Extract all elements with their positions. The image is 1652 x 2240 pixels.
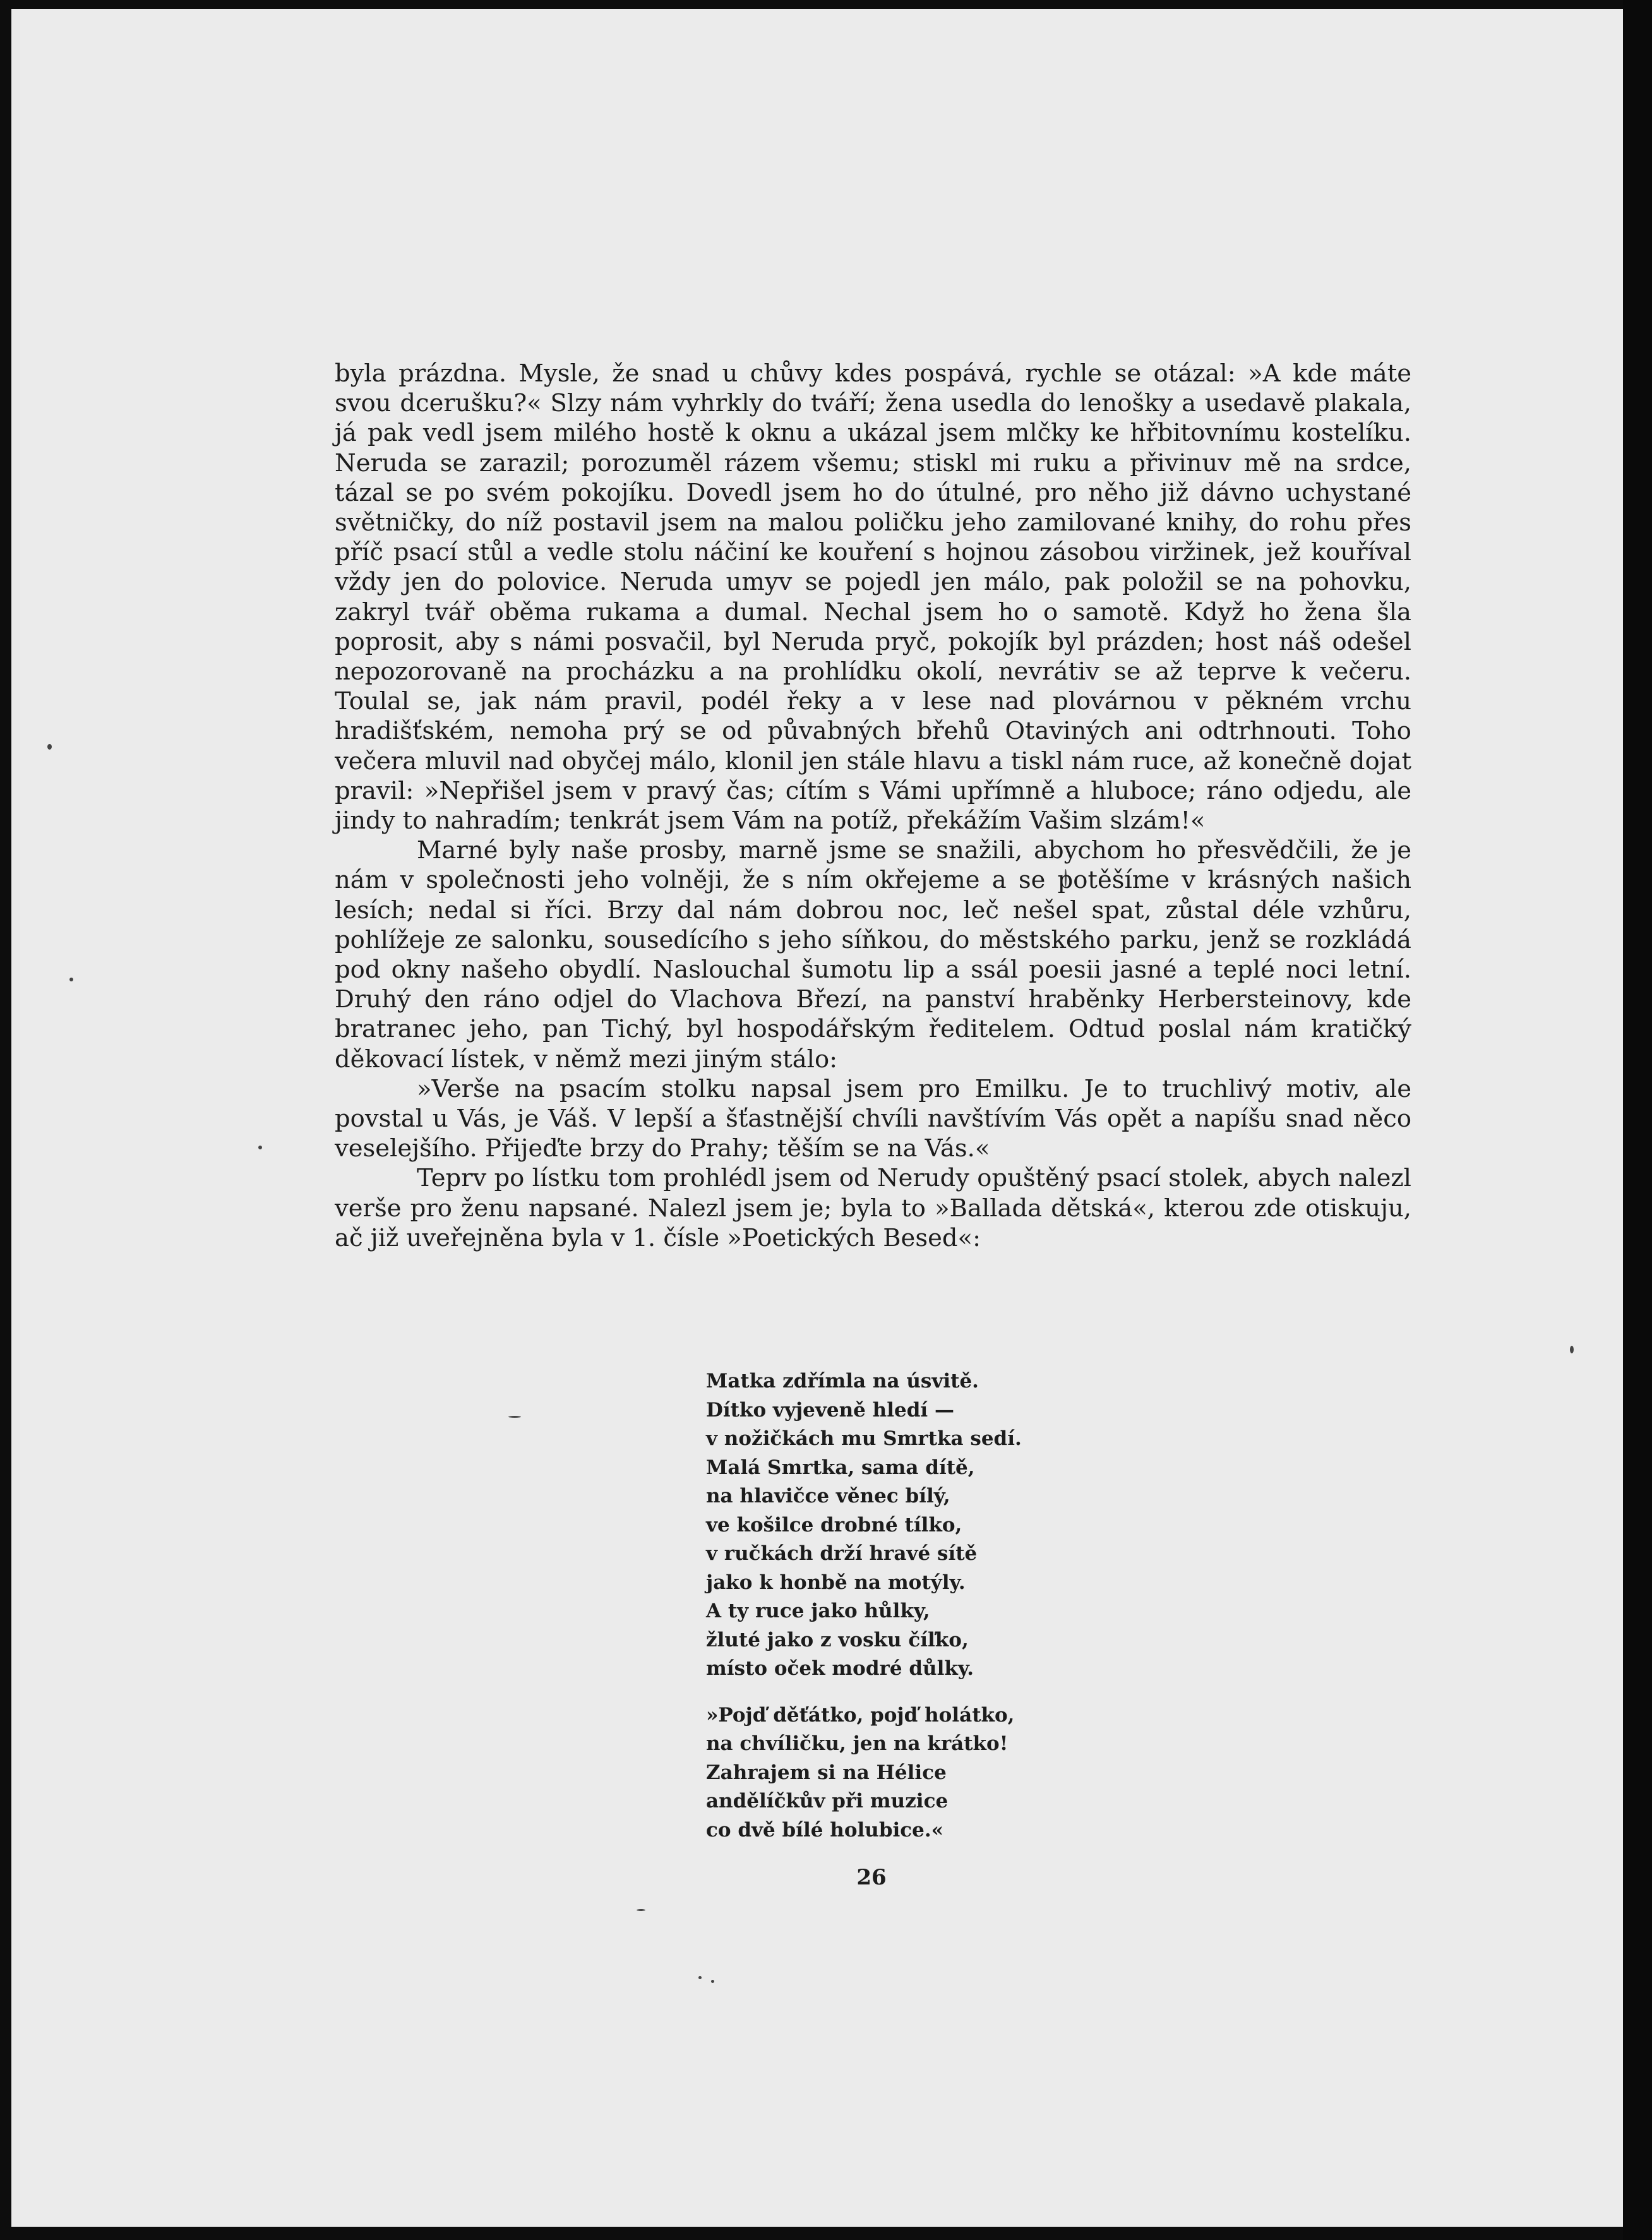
- poem-line: místo oček modré důlky.: [706, 1657, 974, 1680]
- poem-stanza: [706, 1367, 1022, 1684]
- poem-ballada-detska: [706, 1367, 1022, 1845]
- quoted-letter: »Verše na psacím stolku napsal jsem pro Emilku. Je to truchlivý motiv, ale povstal u Vás, je Váš. V lepší a šťastnější chvíli navštívím Vás opět a napíšu snad něco veselejšího. Přijeďte brzy do Prahy; těším se na Vás.«: [335, 1074, 1411, 1163]
- poem-line: »Pojď děťátko, pojď holátko,: [706, 1703, 1015, 1727]
- scan-border: [1623, 0, 1652, 2240]
- poem-line: ve košilce drobné tílko,: [706, 1513, 962, 1536]
- poem-line: Zahrajem si na Hélice: [706, 1761, 947, 1784]
- poem-line: na chvíličku, jen na krátko!: [706, 1732, 1009, 1755]
- poem-stanza: [706, 1701, 1022, 1845]
- poem-line: Dítko vyjeveně hledí —: [706, 1398, 954, 1422]
- poem-line: Malá Smrtka, sama dítě,: [706, 1456, 975, 1479]
- scan-speck: [698, 1976, 702, 1979]
- scan-speck: [69, 978, 73, 981]
- scan-speck: [1570, 1346, 1574, 1353]
- paragraph: Marné byly naše prosby, marně jsme se snažili, abychom ho přesvědčili, že je nám v společnosti jeho volněji, že s ním okřejeme a se potěšíme v krásných našich lesích; nedal si říci. Brzy dal nám dobrou noc, leč nešel spat, zůstal déle vzhůru, pohlížeje ze salonku, sousedícího s jeho síňkou, do městského parku, jenž se rozkládá pod okny našeho obydlí. Naslouchal šumotu lip a ssál poesii jasné a teplé noci letní. Druhý den ráno odjel do Vlachova Březí, na panství hraběnky Herbersteinovy, kde bratranec jeho, pan Tichý, byl hospodářským ředitelem. Odtud poslal nám kratičký děkovací lístek, v němž mezi jiným stálo:: [335, 836, 1411, 1074]
- poem-line: v nožičkách mu Smrtka sedí.: [706, 1427, 1022, 1450]
- poem-line: na hlavičce věnec bílý,: [706, 1485, 950, 1507]
- scan-speck: [637, 1909, 645, 1911]
- poem-line: v ručkách drží hravé sítě: [706, 1542, 978, 1565]
- body-text: [335, 359, 1411, 1253]
- scan-speck: [47, 744, 52, 750]
- poem-line: žluté jako z vosku číľko,: [706, 1628, 969, 1651]
- poem-line: Matka zdřímla na úsvitě.: [706, 1370, 979, 1393]
- poem-line: andělíčkův při muzice: [706, 1790, 949, 1812]
- paragraph: Teprv po lístku tom prohlédl jsem od Nerudy opuštěný psací stolek, abych nalezl verše pro ženu napsané. Nalezl jsem je; byla to »Ballada dětská«, kterou zde otiskuju, ač již uveřejněna byla v 1. čísle »Poetických Besed«:: [335, 1164, 1411, 1252]
- scan-speck: [258, 1146, 262, 1149]
- poem-line: A ty ruce jako hůlky,: [706, 1600, 930, 1622]
- poem-line: jako k honbě na motýly.: [706, 1571, 966, 1594]
- scan-speck: [711, 1980, 714, 1983]
- scan-speck: [508, 1416, 521, 1418]
- page-number: 26: [856, 1865, 887, 1890]
- poem-line: co dvě bílé holubice.«: [706, 1818, 944, 1842]
- paragraph: byla prázdna. Mysle, že snad u chůvy kdes pospává, rychle se otázal: »A kde máte svou dcerušku?« Slzy nám vyhrkly do tváří; žena usedla do lenošky a usedavě plakala, já pak vedl jsem milého hostě k oknu a ukázal jsem mlčky ke hřbitovnímu kostelíku. Neruda se zarazil; porozuměl rázem všemu; stiskl mi ruku a přivinuv mě na srdce, tázal se po svém pokojíku. Dovedl jsem ho do útulné, pro něho již dávno uchystané světničky, do níž postavil jsem na malou poličku jeho zamilované knihy, do rohu přes příč psací stůl a vedle stolu náčiní ke kouření s hojnou zásobou viržinek, jež kouříval vždy jen do polovice. Neruda umyv se pojedl jen málo, pak položil se na pohovku, zakryl tvář oběma rukama a dumal. Nechal jsem ho o samotě. Když ho žena šla poprosit, aby s námi posvačil, byl Neruda pryč, pokojík byl prázden; host náš odešel nepozorovaně na procházku a na prohlídku okolí, nevrátiv se až teprve k večeru. Toulal se, jak nám pravil, podél řeky a v lese nad plovárnou v pěkném vrchu hradišťském, nemoha prý se od půvabných břehů Otaviných ani odtrhnouti. Toho večera mluvil nad obyčej málo, klonil jen stále hlavu a tiskl nám ruce, až konečně dojat pravil: »Nepřišel jsem v pravý čas; cítím s Vámi upřímně a hluboce; ráno odjedu, ale jindy to nahradím; tenkrát jsem Vám na potíž, překážím Vašim slzám!«: [335, 359, 1411, 836]
